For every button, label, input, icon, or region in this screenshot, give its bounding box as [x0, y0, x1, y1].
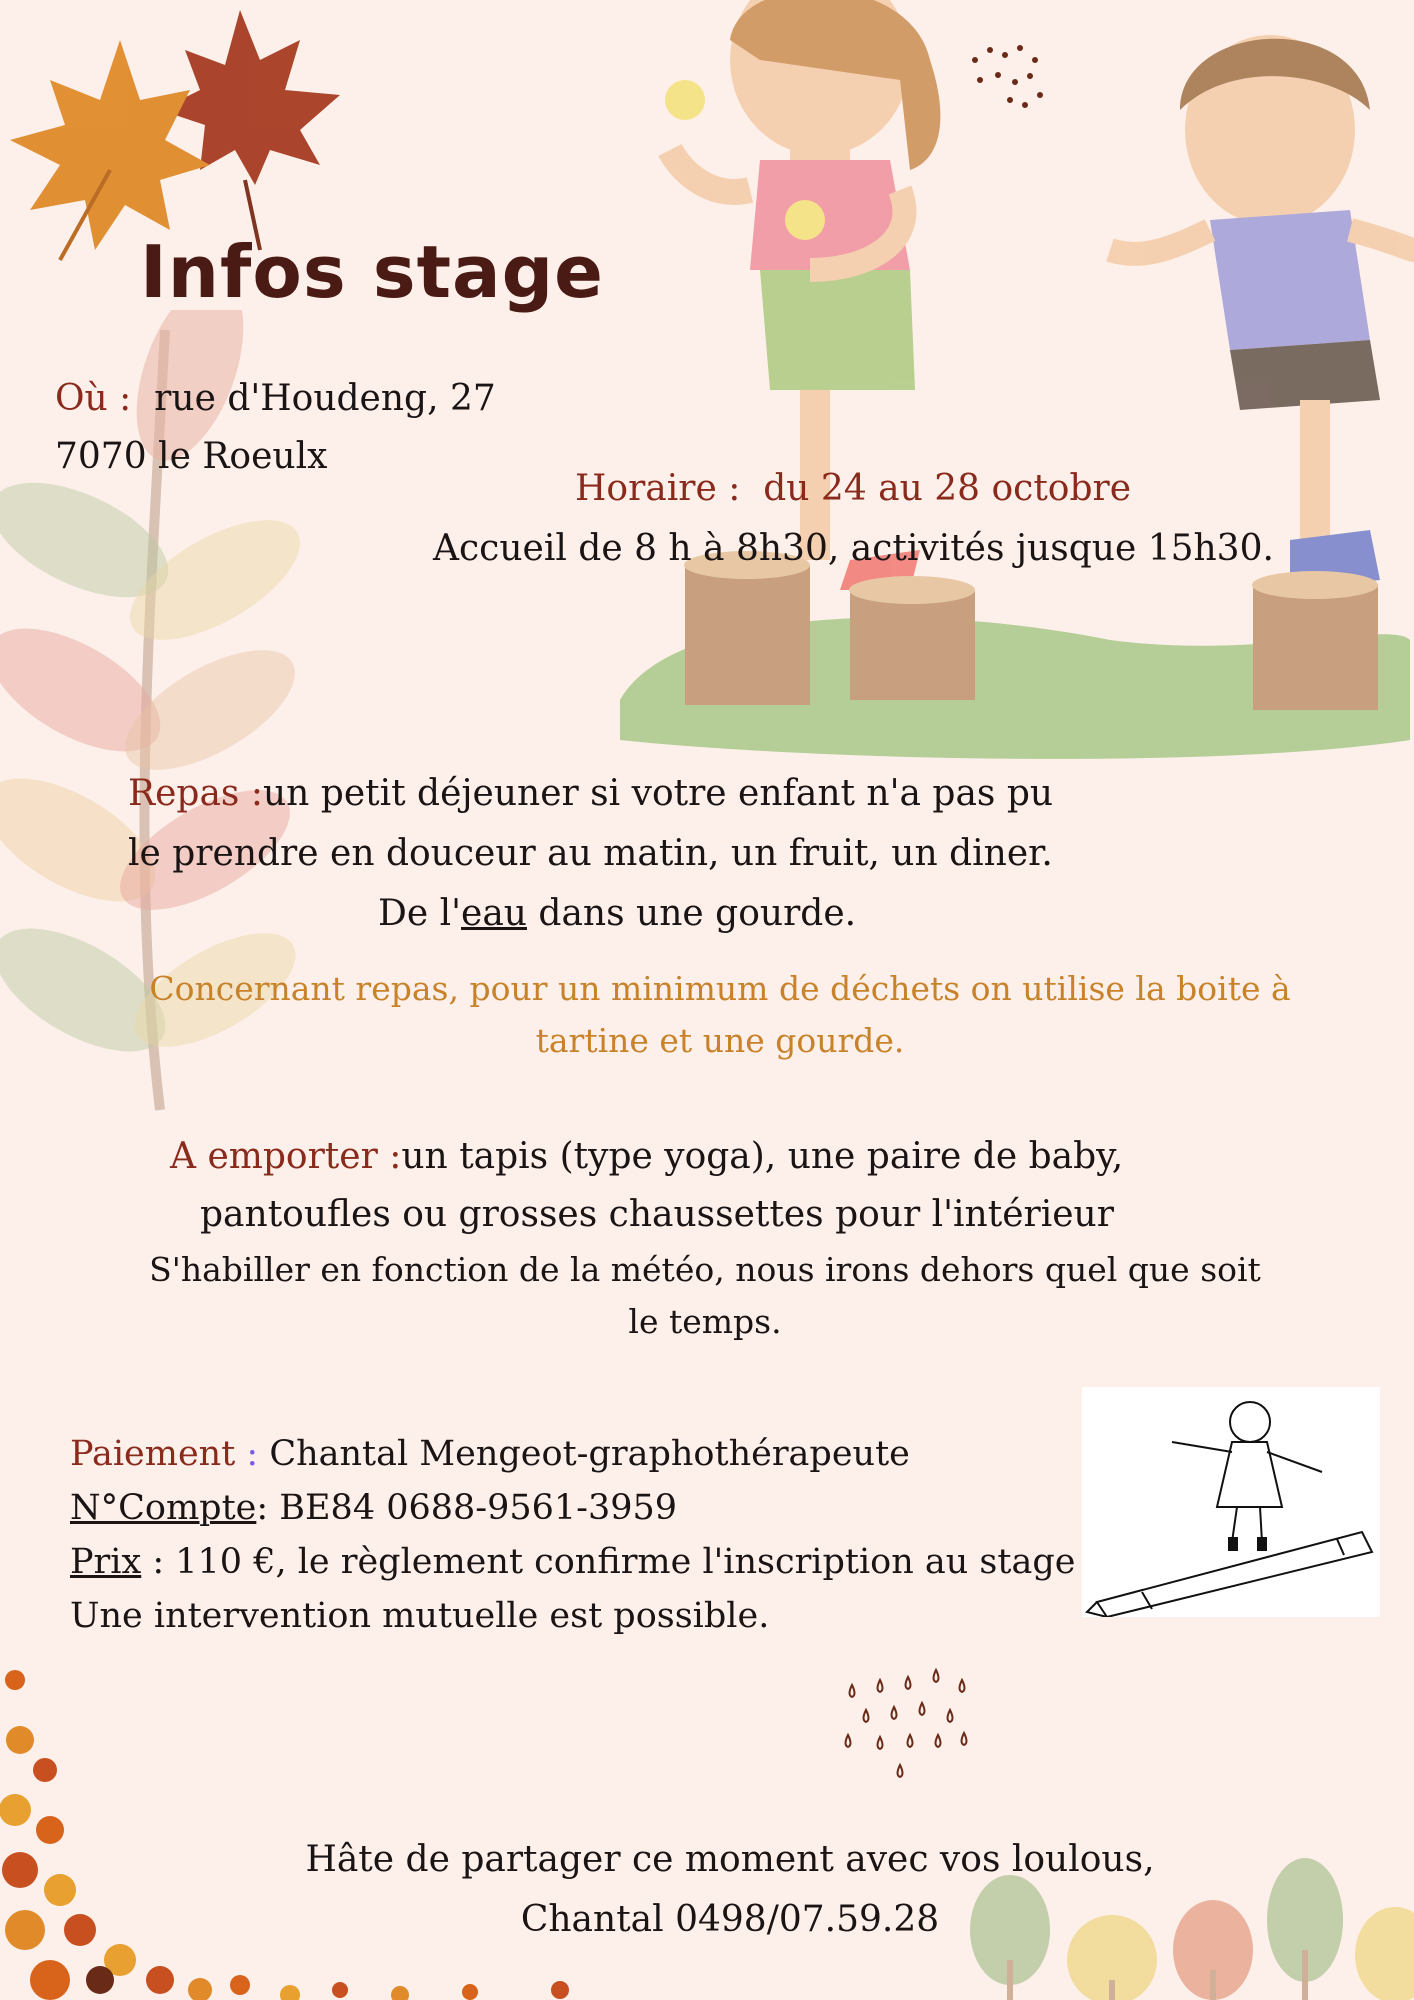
mutual-note: Une intervention mutuelle est possible.: [70, 1596, 770, 1636]
bring-line-3: S'habiller en fonction de la météo, nous irons dehors quel que soit: [149, 1250, 1261, 1289]
location-label: Où :: [55, 378, 132, 419]
price-label: Prix: [70, 1542, 142, 1582]
meals-line-3-end: dans une gourde.: [526, 893, 857, 934]
schedule-label: Horaire :: [575, 468, 741, 509]
meals-line-1: [128, 764, 1053, 824]
location-line-2: 7070 le Roeulx: [55, 436, 328, 477]
children-illustration-icon: [610, 0, 1414, 790]
location-street: rue d'Houdeng, 27: [154, 378, 496, 419]
payment-label: Paiement: [70, 1434, 236, 1474]
waste-note-line-2: tartine et une gourde.: [535, 1021, 905, 1060]
child-on-pencil-drawing-icon: [1082, 1387, 1380, 1617]
meals-line-3-start: De l': [378, 893, 462, 934]
location-block: [55, 370, 496, 486]
meals-line-2: le prendre en douceur au matin, un fruit, un diner.: [128, 833, 1053, 874]
meals-block: [128, 764, 1053, 944]
account-value: : BE84 0688-9561-3959: [256, 1488, 678, 1528]
closing-block: [230, 1830, 1230, 1950]
bring-line-4: le temps.: [628, 1302, 782, 1341]
bring-text-1: un tapis (type yoga), une paire de baby,: [401, 1136, 1124, 1177]
waste-note-line-1: Concernant repas, pour un minimum de déchets on utilise la boite à: [149, 969, 1291, 1008]
bring-line-1: [170, 1128, 1123, 1186]
payment-colon: :: [235, 1434, 259, 1474]
bring-weather: [130, 1244, 1280, 1348]
bring-line-2: pantoufles ou grosses chaussettes pour l'intérieur: [200, 1194, 1114, 1235]
waste-note: [130, 963, 1310, 1067]
account-label: N°Compte: [70, 1488, 257, 1528]
payment-value: Chantal Mengeot-graphothérapeute: [269, 1434, 910, 1474]
meals-text-1: un petit déjeuner si votre enfant n'a pas pu: [262, 773, 1054, 814]
meals-label: Repas :: [128, 773, 263, 814]
bring-label: A emporter :: [170, 1136, 402, 1177]
schedule-hours: Accueil de 8 h à 8h30, activités jusque 15h30.: [433, 528, 1274, 569]
closing-line-2: Chantal 0498/07.59.28: [520, 1899, 940, 1940]
closing-line-1: Hâte de partager ce moment avec vos loulous,: [305, 1839, 1155, 1880]
meals-water: eau: [461, 893, 527, 934]
page-title: Infos stage: [140, 230, 604, 314]
schedule-dates-line: [575, 460, 1131, 518]
schedule-dates: du 24 au 28 octobre: [763, 468, 1132, 509]
account-line: [70, 1481, 1075, 1535]
meals-line-3: [128, 884, 1053, 944]
location-line-1: [55, 370, 496, 428]
payment-line: [70, 1427, 1075, 1481]
price-line: [70, 1535, 1075, 1589]
price-value: : 110 €, le règlement confirme l'inscription au stage: [141, 1542, 1076, 1582]
raindrops-icon: [840, 1665, 975, 1785]
payment-block: [70, 1427, 1075, 1643]
